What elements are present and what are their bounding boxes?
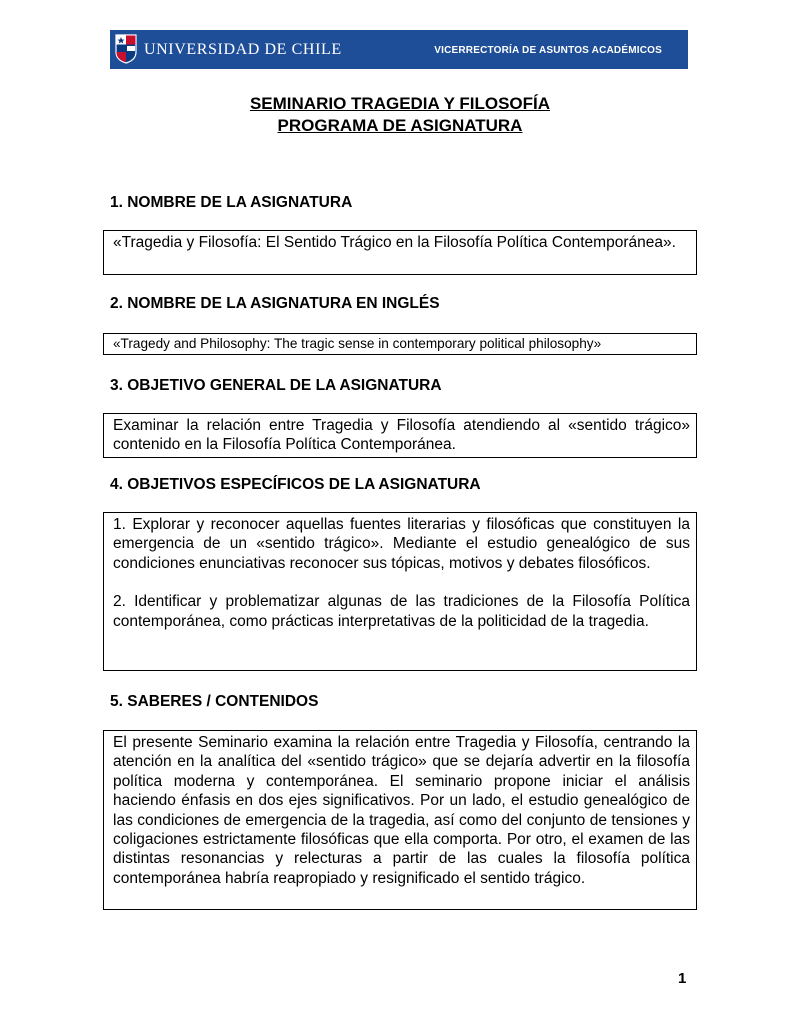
section-2-heading: 2. NOMBRE DE LA ASIGNATURA EN INGLÉS (110, 295, 440, 312)
section-4-heading: 4. OBJETIVOS ESPECÍFICOS DE LA ASIGNATURA (110, 476, 481, 493)
section-5-box (103, 730, 697, 910)
header-banner (110, 30, 688, 69)
university-name: UNIVERSIDAD DE CHILE (144, 41, 342, 58)
section-4-box (103, 512, 697, 671)
section-1-box (103, 230, 697, 275)
section-4-objective-2: 2. Identificar y problematizar algunas de las tradiciones de la Filosofía Política contemporánea, como prácticas interpretativas de la politicidad de la tragedia. (113, 593, 690, 630)
section-2-text: «Tragedy and Philosophy: The tragic sense in contemporary political philosophy» (113, 336, 602, 351)
section-3-box (103, 413, 697, 458)
section-1-text: «Tragedia y Filosofía: El Sentido Trágico en la Filosofía Política Contemporánea». (113, 234, 676, 251)
section-3-text: Examinar la relación entre Tragedia y Filosofía atendiendo al «sentido trágico» contenido en la Filosofía Política Contemporánea. (113, 417, 690, 454)
document-title-line-1: SEMINARIO TRAGEDIA Y FILOSOFÍA (249, 94, 551, 113)
section-4-objective-1: 1. Explorar y reconocer aquellas fuentes literarias y filosóficas que constituyen la emergencia de un «sentido trágico». Mediante el estudio genealógico de sus condiciones enunciativas reconocer sus tópicas, motivos y debates filosóficos. (113, 516, 690, 572)
section-1-heading: 1. NOMBRE DE LA ASIGNATURA (110, 194, 353, 211)
university-crest-icon (115, 34, 137, 64)
section-5-heading: 5. SABERES / CONTENIDOS (110, 693, 319, 710)
section-5-text: El presente Seminario examina la relación entre Tragedia y Filosofía, centrando la atención en la analítica del «sentido trágico» que se dejaría advertir en la filosofía política moderna y contemporánea. El seminario propone iniciar el análisis haciendo énfasis en dos ejes significativos. Por un lado, el estudio genealógico de las condiciones de emergencia de la tragedia, así como del conjunto de tensiones y coligaciones estrictamente filosóficas que ella comporta. Por otro, el examen de las distintas resonancias y relecturas a partir de las cuales la filosofía política contemporánea habría reapropiado y resignificado el sentido trágico. (113, 734, 690, 887)
section-3-heading: 3. OBJETIVO GENERAL DE LA ASIGNATURA (110, 377, 442, 394)
document-title-line-2: PROGRAMA DE ASIGNATURA (277, 116, 523, 135)
page-number: 1 (678, 970, 687, 987)
section-2-box (103, 333, 697, 355)
vicerrectoria-label: VICERRECTORÍA DE ASUNTOS ACADÉMICOS (434, 45, 662, 56)
